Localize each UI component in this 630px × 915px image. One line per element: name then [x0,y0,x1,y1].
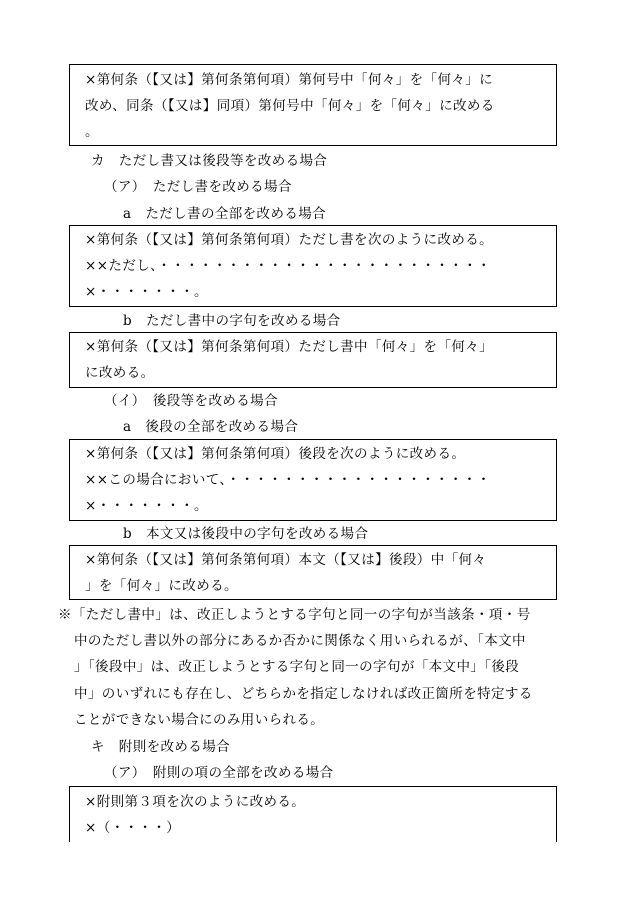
heading-i-a: a 後段の全部を改める場合 [123,419,299,435]
note-line-4: 中」のいずれにも存在し、どちらかを指定しなければ改正箇所を特定する [74,686,533,702]
box6-line-1: ×附則第３項を次のように改める。 [85,794,306,810]
box2-line-2: ××ただし、・・・・・・・・・・・・・・・・・・・・・・・・ [85,258,491,274]
box1-line-3: 。 [85,124,99,140]
note-line-3: 」「後段中」は、改正しようとする字句と同一の字句が「本文中」「後段 [74,659,520,675]
box1-line-1: ×第何条（【又は】第何条第何項）第何号中「何々」を「何々」に [85,72,494,88]
heading-a: （ア） ただし書を改める場合 [104,179,292,195]
note-line-5: ことができない場合にのみ用いられる。 [74,712,325,728]
box4-line-3: ×・・・・・・・。 [85,498,208,514]
note-line-1: ※「ただし書中」は、改正しようとする字句と同一の字句が当該条・項・号 [58,607,531,623]
heading-a-b: b ただし書中の字句を改める場合 [123,313,341,329]
box5-line-1: ×第何条（【又は】第何条第何項）本文（【又は】後段）中「何々 [85,552,487,568]
box5-line-2: 」を「何々」に改める。 [85,578,238,594]
heading-a-a: a ただし書の全部を改める場合 [123,206,327,222]
box4-line-2: ××この場合において、・・・・・・・・・・・・・・・・・・・ [85,472,491,488]
heading-ki-a: （ア） 附則の項の全部を改める場合 [104,765,334,781]
heading-i: （イ） 後段等を改める場合 [104,393,278,409]
heading-ka: カ ただし書又は後段等を改める場合 [91,153,328,169]
box4-line-1: ×第何条（【又は】第何条第何項）後段を次のように改める。 [85,446,466,462]
heading-i-b: b 本文又は後段中の字句を改める場合 [123,526,369,542]
heading-ki: キ 附則を改める場合 [91,739,230,755]
box2-line-1: ×第何条（【又は】第何条第何項）ただし書を次のように改める。 [85,232,494,248]
note-line-2: 中のただし書以外の部分にあるか否かに関係なく用いられるが、「本文中 [74,633,526,649]
box6-line-2: ×（・・・・） [85,820,181,836]
box3-line-2: に改める。 [85,365,155,381]
box1-line-2: 改め、同条（【又は】同項）第何号中「何々」を「何々」に改める [85,98,495,114]
box3-line-1: ×第何条（【又は】第何条第何項）ただし書中「何々」を「何々」 [85,339,494,355]
box2-line-3: ×・・・・・・・。 [85,284,208,300]
